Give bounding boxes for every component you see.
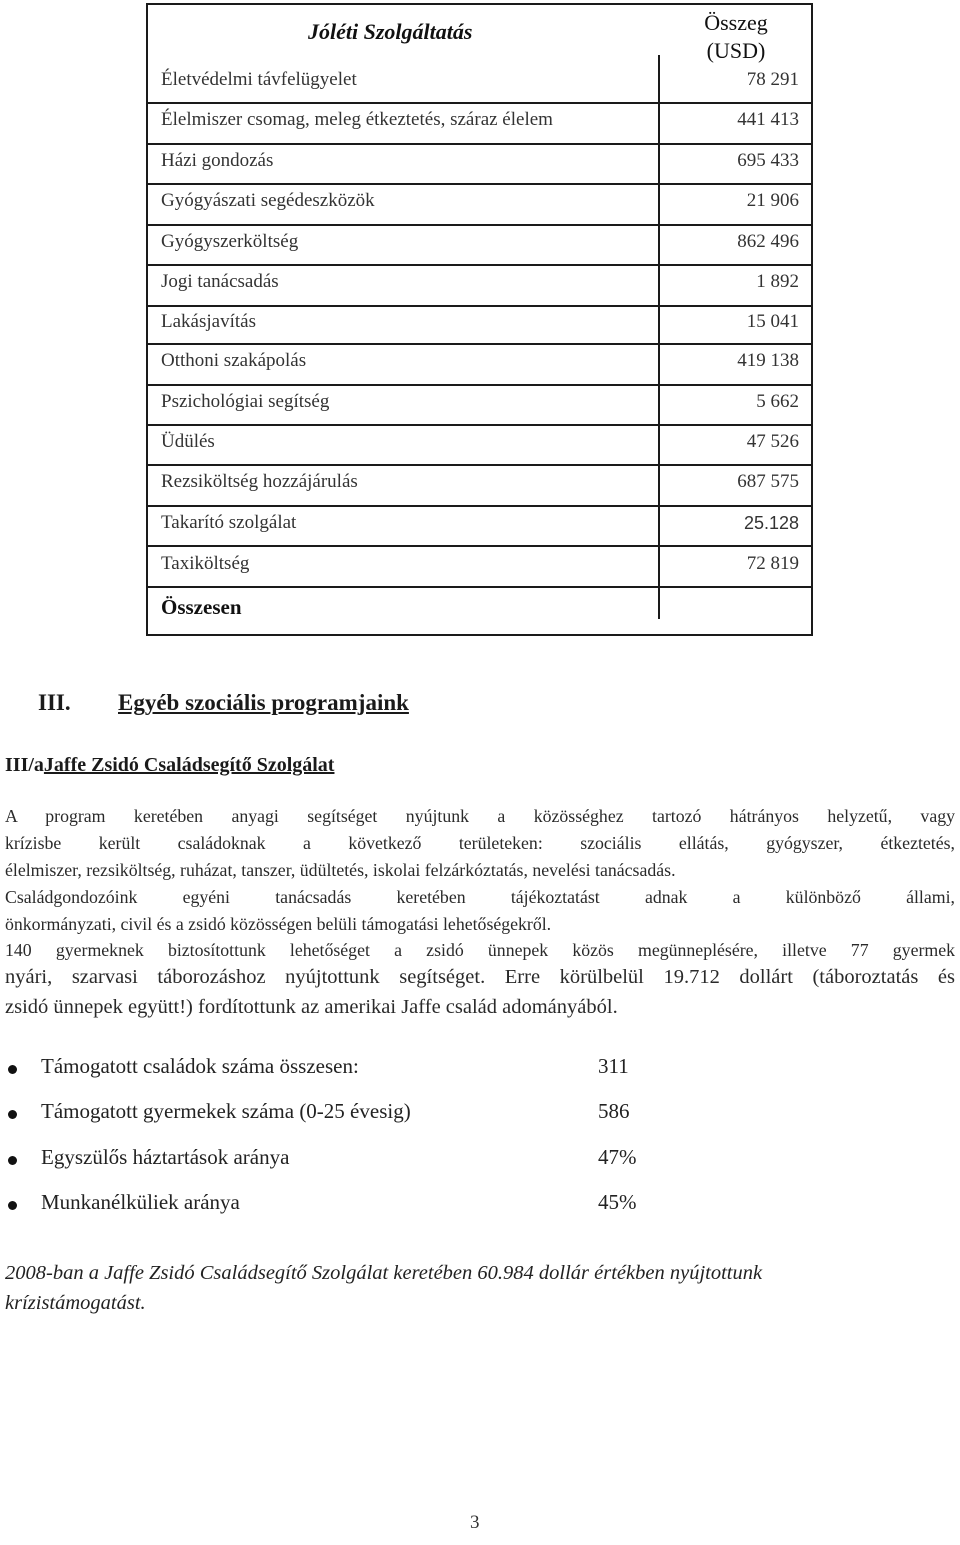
list-item (8, 1099, 708, 1129)
table-row-name: Takarító szolgálat (161, 512, 297, 533)
welfare-services-table (146, 3, 813, 636)
table-row-divider (148, 264, 811, 266)
table-row-divider (148, 224, 811, 226)
list-item-label: Támogatott családok száma összesen: (41, 1054, 359, 1078)
table-row-name: Jogi tanácsadás (161, 271, 279, 292)
table-row-name: Taxiköltség (161, 553, 250, 574)
table-row-name: Üdülés (161, 431, 215, 452)
paragraph-line: önkormányzati, civil és a zsidó közösségen belüli támogatási lehetőségekről. (5, 914, 552, 934)
paragraph-line: 140 gyermeknek biztosítottunk lehetőséget a zsidó ünnepek közös megünneplésére, illetve 77 gyermek (5, 940, 955, 960)
table-row-divider (148, 102, 811, 104)
paragraph-line: zsidó ünnepek együtt!) fordítottunk az amerikai Jaffe család adományából. (5, 996, 618, 1018)
table-total-label: Összesen (161, 595, 242, 619)
table-row-name: Pszichológiai segítség (161, 391, 330, 412)
table-row-value: 25.128 (743, 513, 799, 533)
list-item-label: Munkanélküliek aránya (41, 1190, 240, 1214)
list-item-label: Egyszülős háztartások aránya (41, 1145, 290, 1169)
paragraph-line: Családgondozóink egyéni tanácsadás keretében tájékoztatást adnak a különböző állami, (5, 887, 955, 907)
table-row-value: 687 575 (737, 471, 799, 492)
table-header-amount (688, 9, 784, 65)
table-row-value: 1 892 (756, 271, 799, 292)
subsection-name: Jaffe Zsidó Családsegítő Szolgálat (43, 754, 335, 776)
table-row-value: 47 526 (746, 431, 799, 452)
section-number: III. (38, 690, 71, 715)
table-row-divider (148, 305, 811, 307)
table-row-divider (148, 586, 811, 588)
table-row-name: Otthoni szakápolás (161, 350, 307, 371)
table-header-service: Jóléti Szolgáltatás (308, 19, 473, 44)
table-header-amount-line2: (USD) (706, 38, 766, 63)
table-row-divider (148, 343, 811, 345)
subsection-title (5, 754, 334, 777)
list-item-label: Támogatott gyermekek száma (0-25 évesig) (41, 1099, 411, 1123)
page-number: 3 (470, 1512, 480, 1533)
table-row-value: 695 433 (737, 150, 799, 171)
bullet-icon (8, 1110, 17, 1119)
table-row-value: 419 138 (737, 350, 799, 371)
table-row-value: 15 041 (746, 311, 799, 332)
table-row-divider (148, 183, 811, 185)
list-item (8, 1145, 708, 1175)
table-row-value: 72 819 (746, 553, 799, 574)
paragraph-line: élelmiszer, rezsiköltség, ruházat, tanszer, üdültetés, iskolai felzárkóztatás, nevelési tanácsadás. (5, 860, 676, 880)
list-item-value: 311 (598, 1054, 629, 1078)
list-item-value: 47% (598, 1145, 637, 1169)
paragraph-line: nyári, szarvasi táborozáshoz nyújtottunk segítséget. Erre körülbelül 19.712 dollárt (táboroztatás és (5, 966, 955, 988)
closing-line: 2008-ban a Jaffe Zsidó Családsegítő Szolgálat keretében 60.984 dollár értékben nyújtottunk (5, 1262, 763, 1284)
table-row-value: 21 906 (746, 190, 799, 211)
table-row-value: 441 413 (737, 109, 799, 130)
closing-line: krízistámogatást. (5, 1292, 146, 1314)
table-row-name: Életvédelmi távfelügyelet (161, 69, 357, 90)
table-row-divider (148, 143, 811, 145)
table-column-divider (658, 55, 660, 619)
table-header-amount-line1: Összeg (704, 10, 768, 35)
list-item-value: 586 (598, 1099, 630, 1123)
paragraph-line: krízisbe került családoknak a következő területeken: szociális ellátás, gyógyszer, étkeztetés, (5, 833, 955, 853)
table-row-value: 78 291 (746, 69, 799, 90)
paragraph-line: A program keretében anyagi segítséget nyújtunk a közösséghez tartozó hátrányos helyzetű, vagy (5, 806, 955, 826)
list-item (8, 1190, 708, 1220)
table-row-name: Rezsiköltség hozzájárulás (161, 471, 358, 492)
table-row-divider (148, 505, 811, 507)
table-row-name: Házi gondozás (161, 150, 274, 171)
subsection-prefix: III/a (5, 754, 44, 776)
table-row-divider (148, 545, 811, 547)
section-title: Egyéb szociális programjaink (118, 690, 409, 715)
bullet-icon (8, 1065, 17, 1074)
bullet-icon (8, 1201, 17, 1210)
table-row-name: Gyógyszerköltség (161, 231, 299, 252)
list-item-value: 45% (598, 1190, 637, 1214)
table-row-divider (148, 424, 811, 426)
table-row-name: Élelmiszer csomag, meleg étkeztetés, száraz élelem (161, 109, 553, 130)
table-row-value: 862 496 (737, 231, 799, 252)
list-item (8, 1054, 708, 1084)
table-row-name: Gyógyászati segédeszközök (161, 190, 375, 211)
table-row-divider (148, 384, 811, 386)
bullet-icon (8, 1156, 17, 1165)
table-row-name: Lakásjavítás (161, 311, 256, 332)
table-row-divider (148, 464, 811, 466)
table-row-value: 5 662 (756, 391, 799, 412)
